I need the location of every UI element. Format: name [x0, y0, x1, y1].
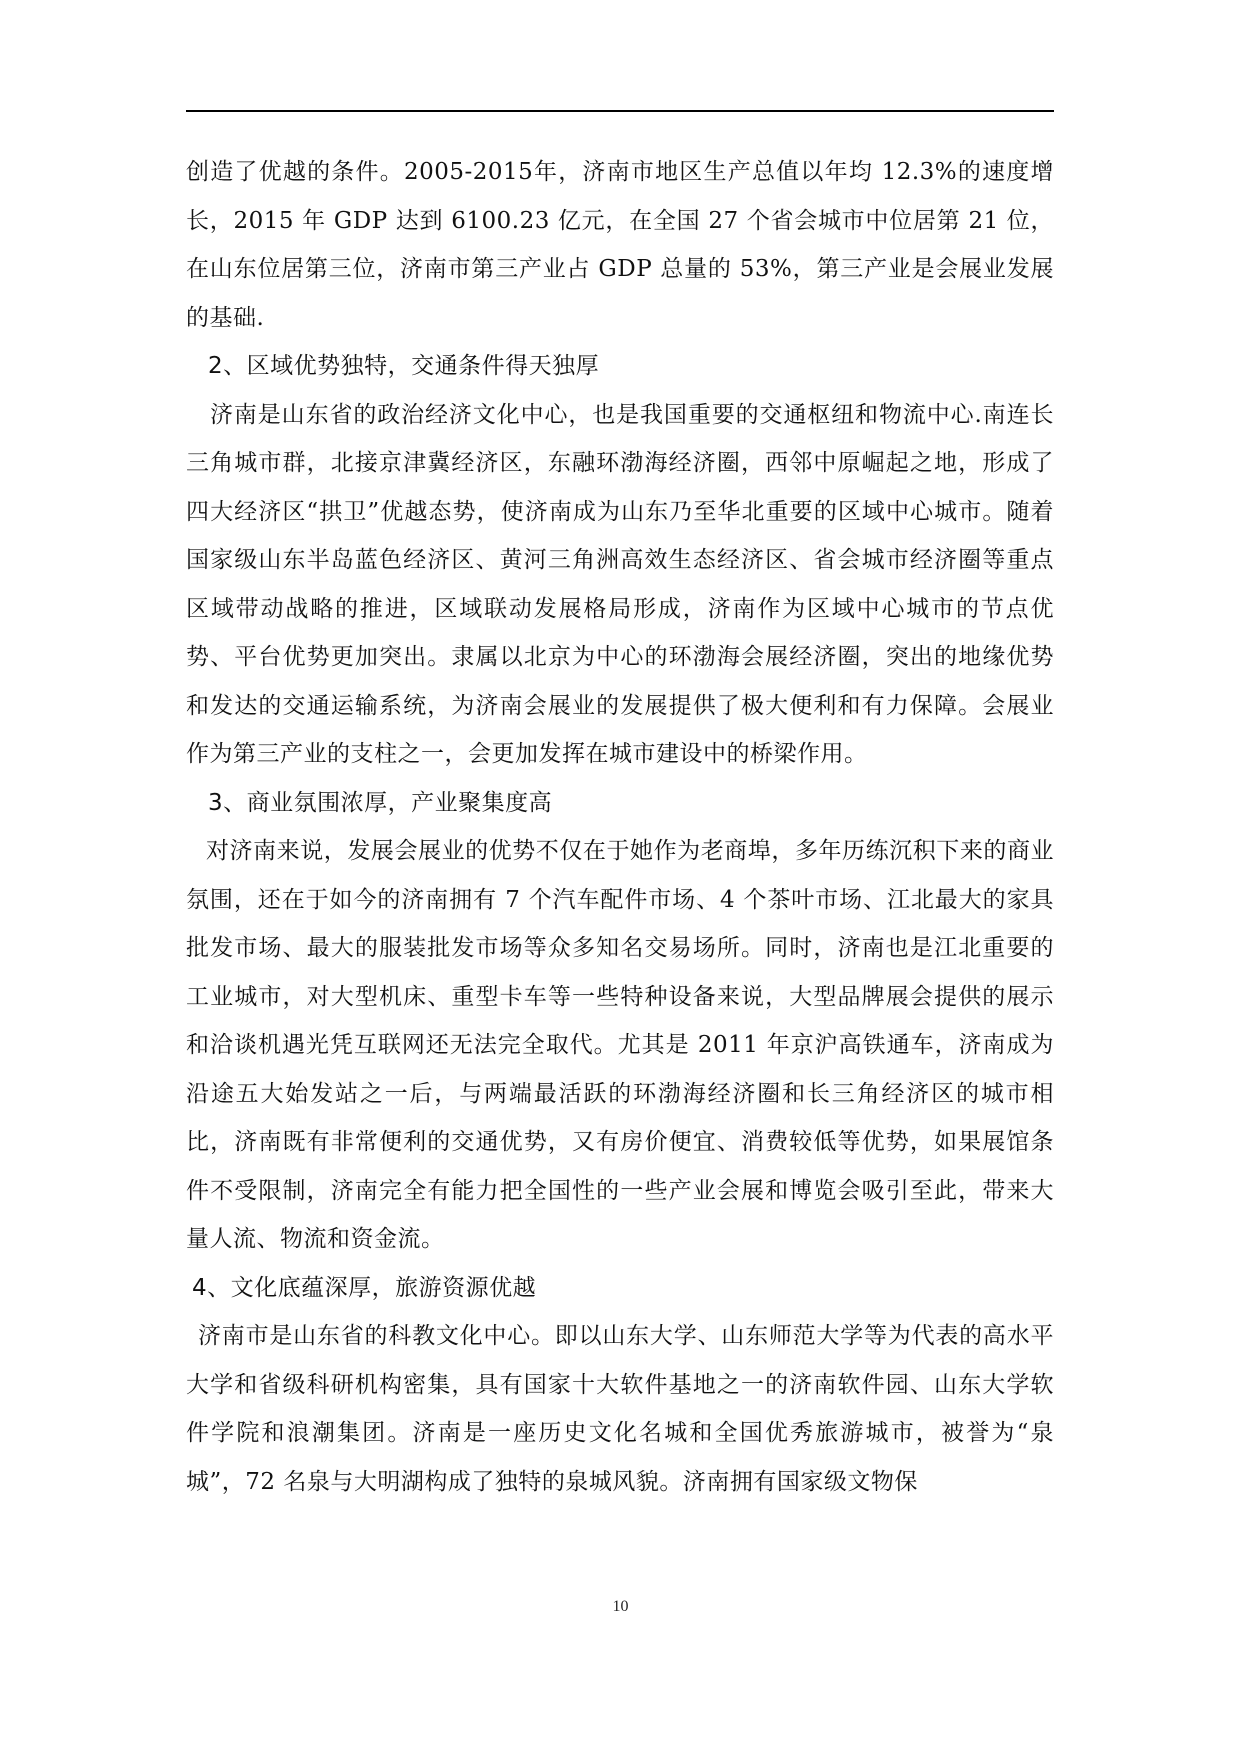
paragraph-economic-conditions: 创造了优越的条件。2005-2015年，济南市地区生产总值以年均 12.3%的速度增长，2015 年 GDP 达到 6100.23 亿元，在全国 27 个省会城市中位居第 21 位， 在山东位居第三位，济南市第三产业占 GDP 总量的 53%，第三产业是会展业发展的基础.: [186, 159, 1054, 331]
document-body: [186, 148, 1054, 1506]
section-heading-3: 3、商业氛围浓厚，产业聚集度高: [208, 789, 553, 816]
paragraph-commercial-atmosphere: 对济南来说，发展会展业的优势不仅在于她作为老商埠，多年历练沉积下来的商业氛围，还在于如今的济南拥有 7 个汽车配件市场、4 个茶叶市场、江北最大的家具批发市场、最大的服装批发市场等众多知名交易场所。同时，济南也是江北重要的工业城市，对大型机床、重型卡车等一些特种设备来说，大型品牌展会提供的展示和洽谈机遇光凭互联网还无法完全取代。尤其是 2011 年京沪高铁通车，济南成为沿途五大始发站之一后，与两端最活跃的环渤海经济圈和长三角经济区的城市相比，济南既有非常便利的交通优势，又有房价便宜、消费较低等优势，如果展馆条件不受限制，济南完全有能力把全国性的一些产业会展和博览会吸引至此，带来大量人流、物流和资金流。: [186, 838, 1054, 1252]
section-heading-4: 4、文化底蕴深厚，旅游资源优越: [192, 1274, 537, 1301]
paragraph-cultural-heritage: 济南市是山东省的科教文化中心。即以山东大学、山东师范大学等为代表的高水平大学和省级科研机构密集，具有国家十大软件基地之一的济南软件园、山东大学软件学院和浪潮集团。济南是一座历史文化名城和全国优秀旅游城市，被誉为“泉城”，72 名泉与大明湖构成了独特的泉城风貌。济南拥有国家级文物保: [186, 1323, 1054, 1495]
section-heading-2: 2、区域优势独特，交通条件得天独厚: [208, 353, 600, 379]
page-number: 10: [612, 1598, 629, 1615]
header-rule: [186, 110, 1054, 112]
paragraph-regional-advantage: 济南是山东省的政治经济文化中心，也是我国重要的交通枢纽和物流中心.南连长三角城市群，北接京津冀经济区，东融环渤海经济圈，西邻中原崛起之地，形成了四大经济区“拱卫”优越态势，使济南成为山东乃至华北重要的区域中心城市。随着国家级山东半岛蓝色经济区、黄河三角洲高效生态经济区、省会城市经济圈等重点区域带动战略的推进，区域联动发展格局形成，济南作为区域中心城市的节点优势、平台优势更加突出。隶属以北京为中心的环渤海会展经济圈，突出的地缘优势和发达的交通运输系统，为济南会展业的发展提供了极大便利和有力保障。会展业作为第三产业的支柱之一，会更加发挥在城市建设中的桥梁作用。: [186, 401, 1054, 767]
